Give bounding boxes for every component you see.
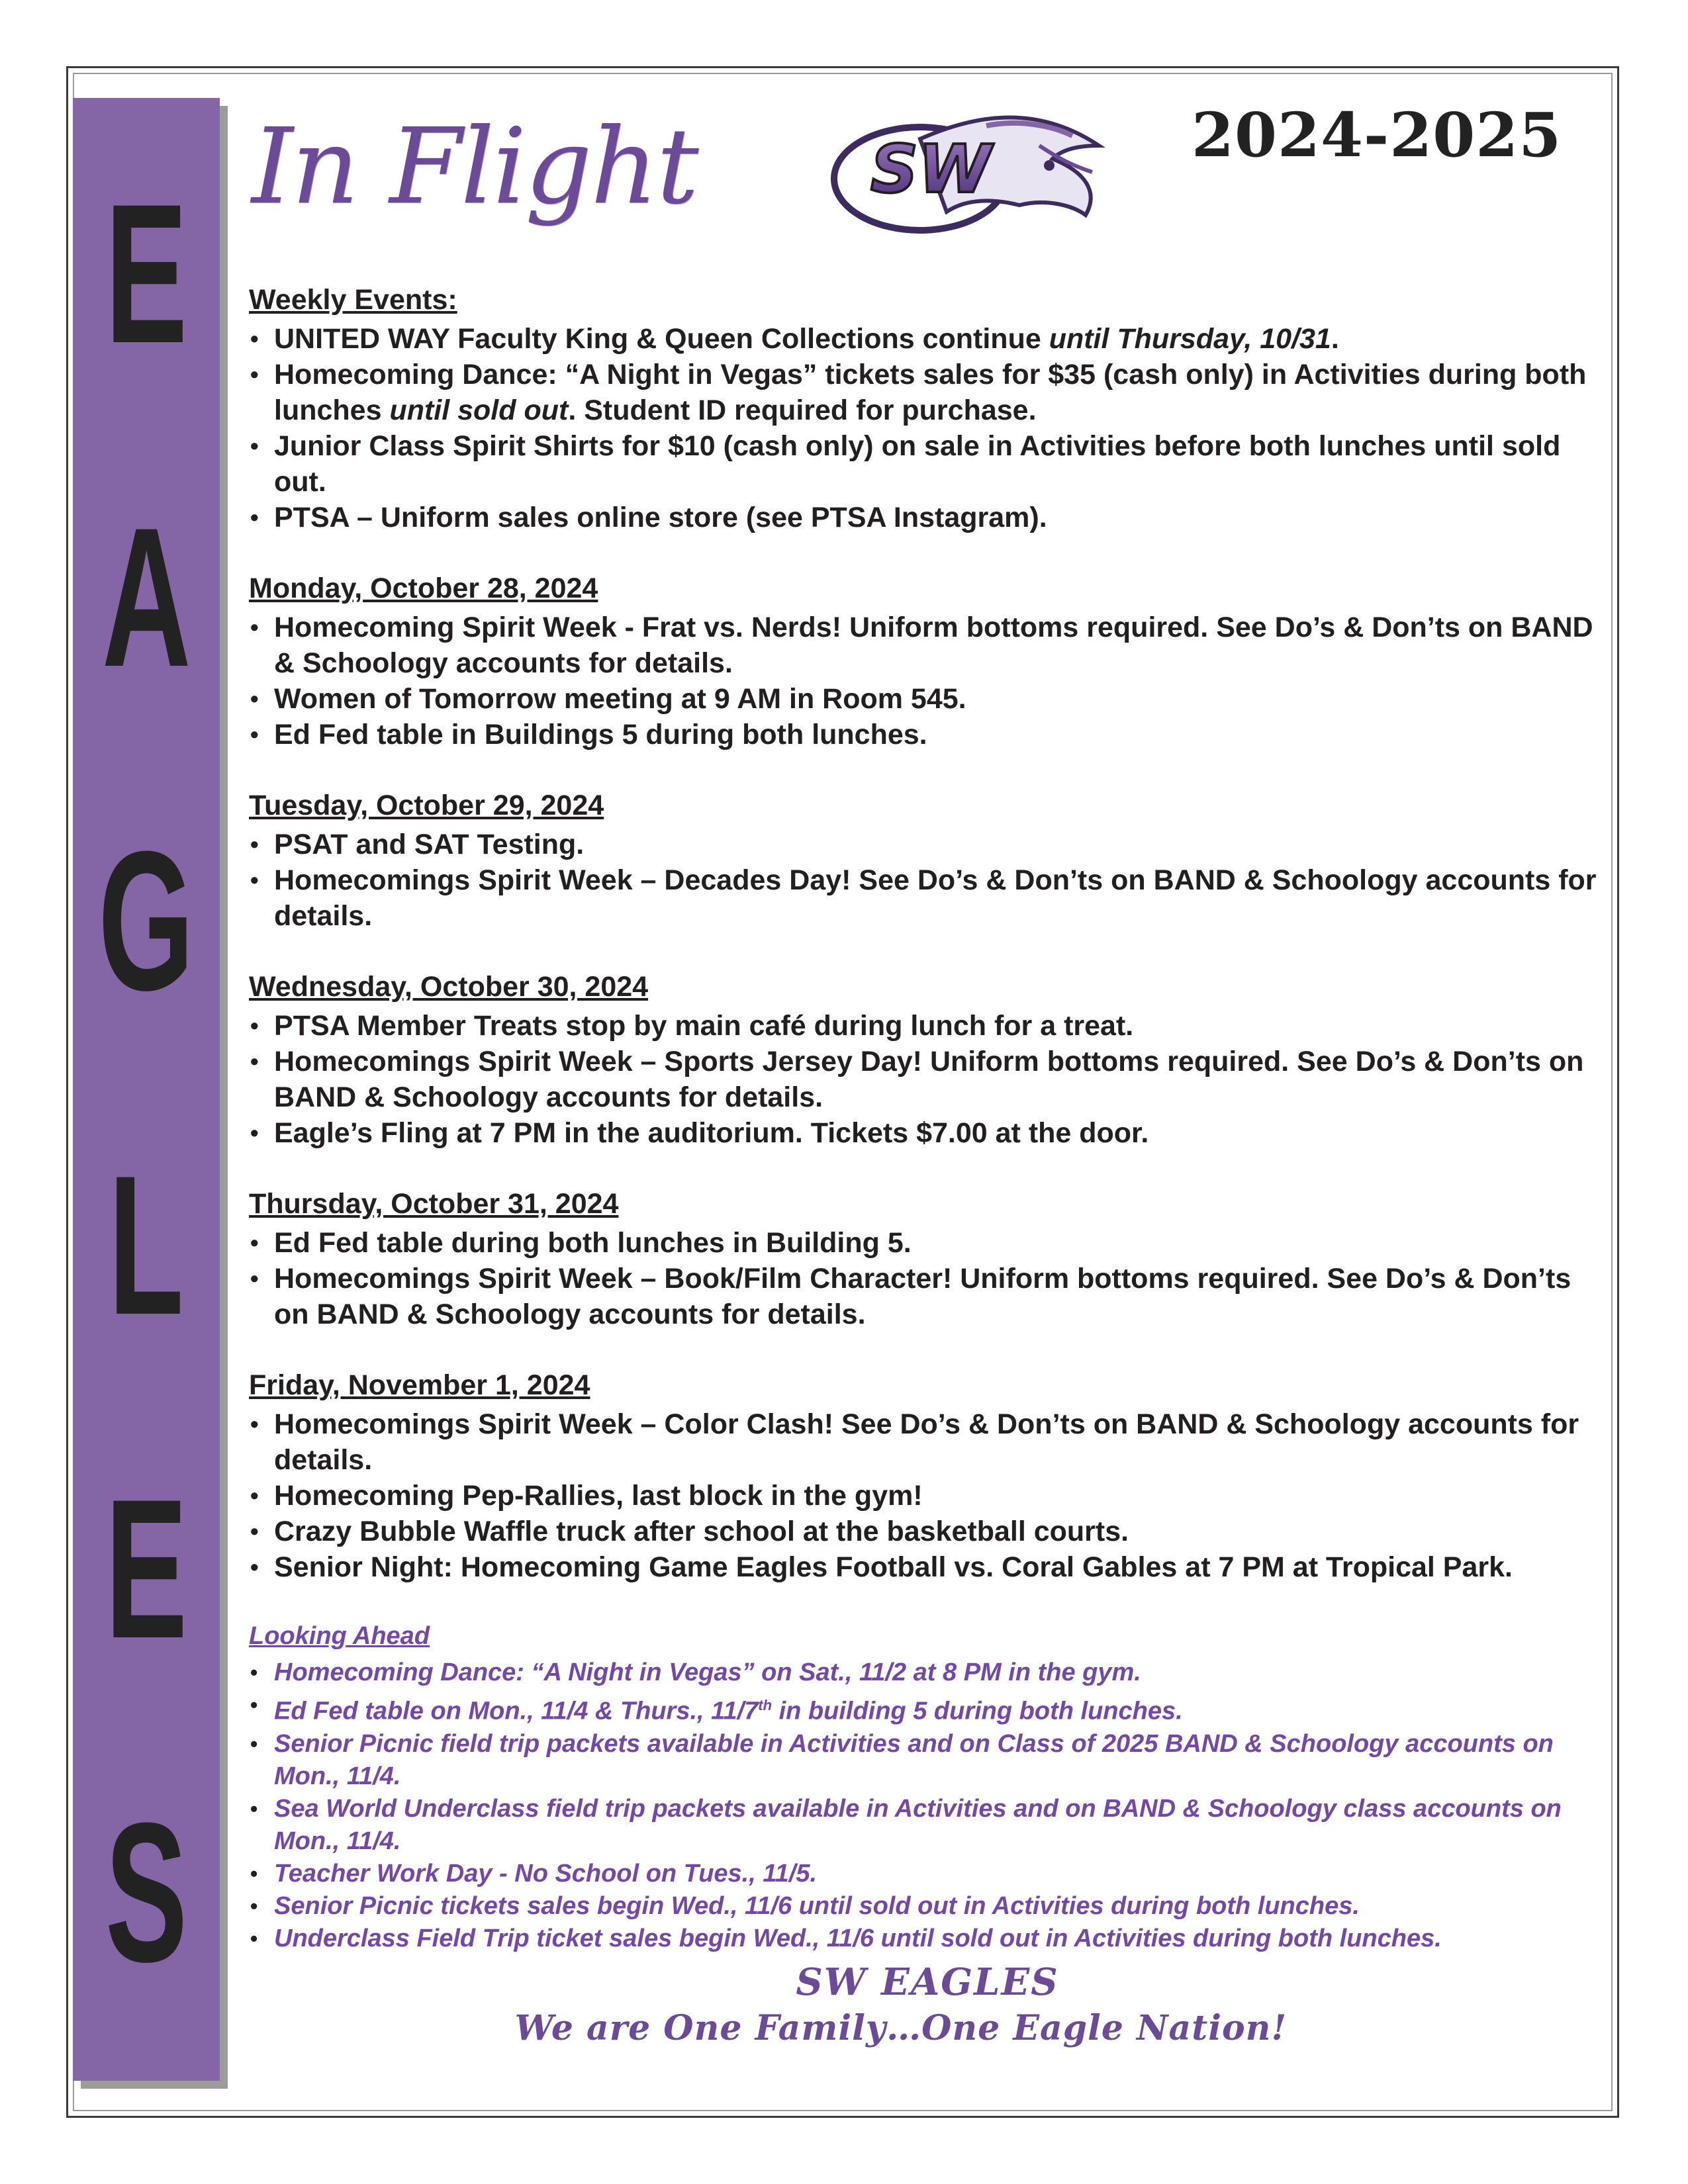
list-item: • Ed Fed table on Mon., 11/4 & Thurs., 11/7th in building 5 during both lunches.: [250, 1693, 1183, 1725]
footer-motto: We are One Family…One Eagle Nation!: [514, 2008, 1288, 2048]
section-heading: Monday, October 28, 2024: [249, 572, 598, 604]
sidebar-letter: L: [109, 1133, 184, 1356]
section-tuesday: [249, 787, 1606, 934]
list-item: • Homecoming Dance: “A Night in Vegas” tickets sales for $35 (cash only) in Activities during both lunches until sold out. Student ID required for purchase.: [250, 359, 1587, 426]
list-item: • Eagle’s Fling at 7 PM in the auditorium. Tickets $7.00 at the door.: [250, 1117, 1149, 1149]
sidebar-letter: E: [105, 1457, 188, 1680]
footer-title: SW EAGLES: [796, 1960, 1059, 2004]
logo-letters: SW: [870, 130, 992, 208]
sidebar-letter: E: [105, 161, 188, 385]
list-item: • Ed Fed table in Buildings 5 during both lunches.: [250, 719, 927, 751]
section-heading: Tuesday, October 29, 2024: [249, 790, 604, 821]
list-item: • Crazy Bubble Waffle truck after school at the basketball courts.: [250, 1516, 1129, 1547]
list-item: • Homecomings Spirit Week – Sports Jersey Day! Uniform bottoms required. See Do’s & Don’ts on BAND & Schoology accounts for details.: [250, 1046, 1584, 1113]
sidebar-letter: A: [101, 485, 191, 708]
list-item: • Senior Picnic field trip packets available in Activities and on Class of 2025 BAND & Schoology accounts on Mon., 11/4.: [250, 1729, 1554, 1790]
list-item: • Underclass Field Trip ticket sales begin Wed., 11/6 until sold out in Activities during both lunches.: [250, 1924, 1442, 1952]
list-item: • Homecomings Spirit Week – Book/Film Character! Uniform bottoms required. See Do’s & Don’ts on BAND & Schoology accounts for details.: [250, 1263, 1571, 1330]
sidebar-letter: S: [105, 1781, 188, 2004]
list-item: • PSAT and SAT Testing.: [250, 829, 585, 860]
list-item: • Teacher Work Day - No School on Tues., 11/5.: [250, 1859, 818, 1888]
section-heading: Wednesday, October 30, 2024: [249, 971, 649, 1003]
section-looking-ahead: [249, 1619, 1606, 1955]
school-year: 2024-2025: [1192, 99, 1562, 171]
eagles-sidebar: [73, 98, 220, 2081]
list-item: • PTSA Member Treats stop by main café during lunch for a treat.: [250, 1010, 1134, 1042]
masthead-title: In Flight: [252, 106, 698, 228]
list-item: • Homecoming Spirit Week - Frat vs. Nerds! Uniform bottoms required. See Do’s & Don’ts on BAND & Schoology accounts for details.: [250, 612, 1593, 679]
sw-eagle-logo: [821, 99, 1112, 251]
list-item: • Homecomings Spirit Week – Decades Day! See Do’s & Don’ts on BAND & Schoology accounts for details.: [250, 864, 1597, 932]
section-heading: Looking Ahead: [249, 1622, 430, 1650]
list-item: • Homecoming Dance: “A Night in Vegas” on Sat., 11/2 at 8 PM in the gym.: [250, 1659, 1141, 1686]
events-content: [249, 281, 1606, 1989]
list-item: • Junior Class Spirit Shirts for $10 (cash only) on sale in Activities before both lunches until sold out.: [250, 430, 1561, 498]
list-item: • Homecomings Spirit Week – Color Clash! See Do’s & Don’ts on BAND & Schoology accounts for details.: [250, 1408, 1579, 1476]
list-item: • PTSA – Uniform sales online store (see PTSA Instagram).: [250, 502, 1047, 533]
section-thursday: [249, 1185, 1606, 1332]
section-heading: Friday, November 1, 2024: [249, 1369, 590, 1401]
list-item: • UNITED WAY Faculty King & Queen Collections continue until Thursday, 10/31.: [250, 323, 1339, 355]
list-item: • Sea World Underclass field trip packets available in Activities and on BAND & Schoology class accounts on Mon., 11/4.: [250, 1794, 1562, 1855]
section-heading: Weekly Events:: [249, 284, 457, 316]
sidebar-letter: G: [98, 809, 195, 1032]
section-monday: [249, 570, 1606, 752]
list-item: • Women of Tomorrow meeting at 9 AM in Room 545.: [250, 683, 966, 715]
section-heading: Thursday, October 31, 2024: [249, 1188, 619, 1220]
footer-slogan: [249, 1959, 1606, 2052]
list-item: • Homecoming Pep-Rallies, last block in the gym!: [250, 1480, 923, 1512]
list-item: • Ed Fed table during both lunches in Building 5.: [250, 1227, 912, 1259]
section-friday: [249, 1367, 1606, 1585]
section-wednesday: [249, 968, 1606, 1151]
section-weekly-events: [249, 281, 1606, 535]
list-item: • Senior Picnic tickets sales begin Wed., 11/6 until sold out in Activities during both lunches.: [250, 1891, 1360, 1920]
list-item: • Senior Night: Homecoming Game Eagles Football vs. Coral Gables at 7 PM at Tropical Park.: [250, 1551, 1513, 1583]
